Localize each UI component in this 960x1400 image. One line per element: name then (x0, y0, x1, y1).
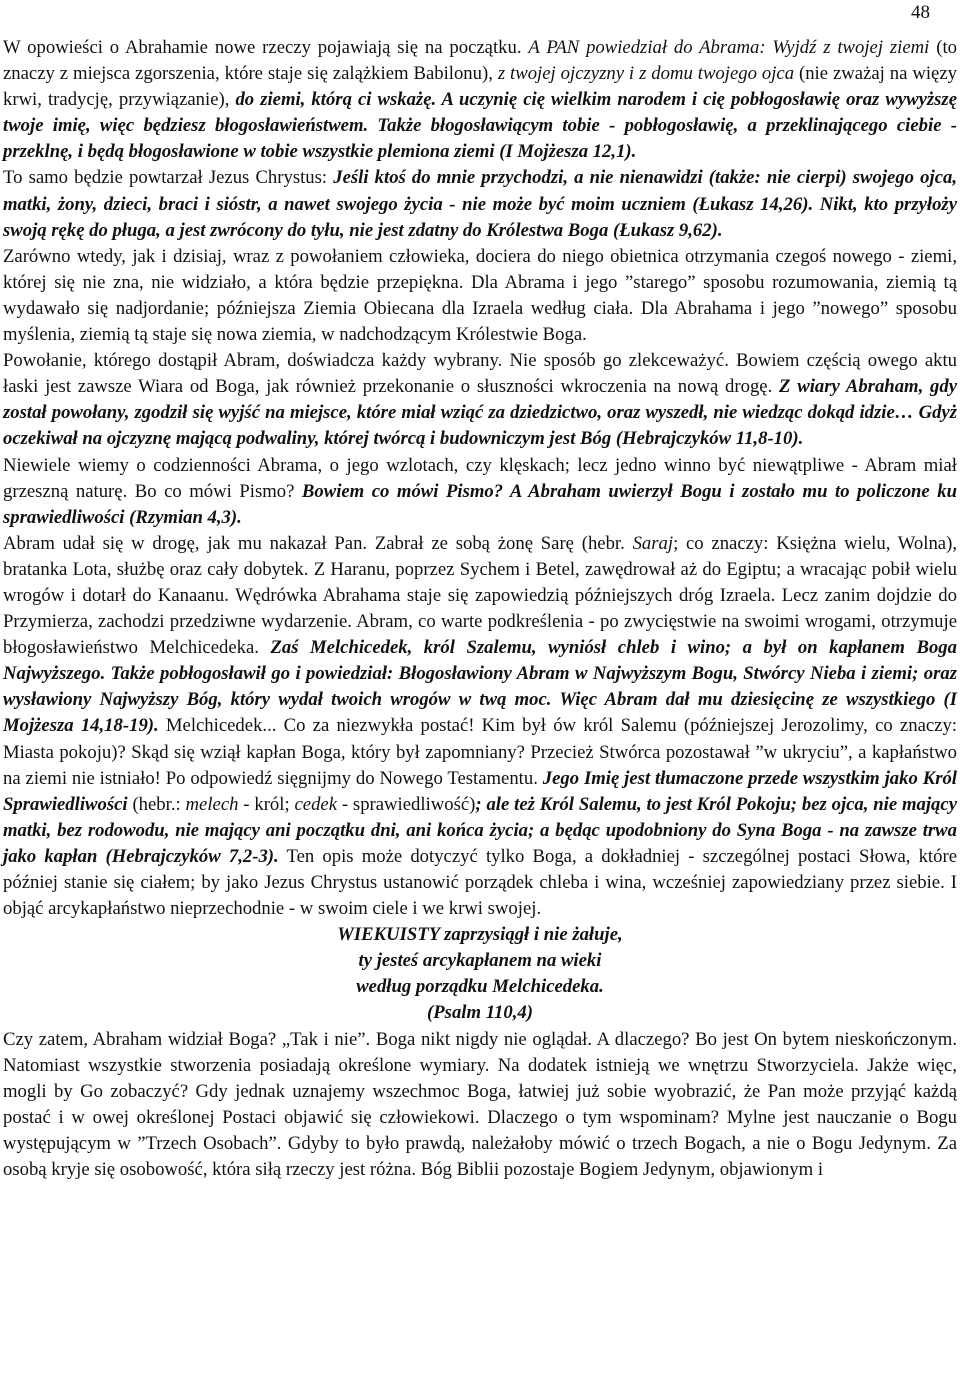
body-text (3, 35, 957, 1183)
text-run: Bowiem co mówi Pismo? A Abraham uwierzył Bogu i zostało mu to policzone ku sprawiedliwości (Rzymian 4,3). (3, 480, 957, 528)
text-run: (to znaczy z miejsca zgorszenia, które staje się zalążkiem Babilonu), (3, 37, 957, 85)
text-run: W opowieści o Abrahamie nowe rzeczy pojawiają się na początku. (3, 37, 529, 58)
text-run: Zarówno wtedy, jak i dzisiaj, wraz z powołaniem człowieka, dociera do niego obietnica otrzymania czegoś nowego - ziemi, której się nie zna, nie widziało, a która będzie przepiękna. Dla Abrama i jego ”starego” sposobu rozumowania, ziemią tą wydawało się nadjordanie; późniejsza Ziemia Obiecana dla Izraela według ciała. Dla Abrahama i jego ”nowego” sposobu myślenia, ziemią tą staje się nowa ziemia, w nadchodzącym Królestwie Boga. (3, 245, 957, 346)
poem-line: ty jesteś arcykapłanem na wieki (358, 950, 602, 972)
text-run: - król; (238, 793, 295, 815)
paragraph (3, 35, 957, 165)
psalm-quote (3, 922, 957, 1026)
text-run: ; ale też Król Salemu, to jest Król Pokoju; bez ojca, nie mający matki, bez rodowodu, nie mający ani początku dni, ani końca życia; a będąc upodobniony do Syna Boga - na zawsze trwa jako kapłan (Hebrajczyków 7,2-3). (3, 793, 957, 867)
text-run: (nie zważaj na więzy krwi, tradycję, przywiązanie), (3, 63, 957, 111)
text-run: Z wiary Abraham, gdy został powołany, zgodził się wyjść na miejsce, które miał wziąć za dziedzictwo, oraz wyszedł, nie wiedząc dokąd idzie… Gdyż oczekiwał na ojczyznę mającą podwaliny, której twórcą i budowniczym jest Bóg (Hebrajczyków 11,8-10). (3, 376, 957, 450)
paragraph (3, 348, 957, 452)
text-run: A PAN powiedział do Abrama: Wyjdź z twojej ziemi (528, 37, 930, 58)
paragraph (3, 531, 957, 922)
text-run: melech (185, 793, 239, 815)
paragraph (3, 453, 957, 531)
poem-citation: (Psalm 110,4) (427, 1002, 533, 1024)
text-run: z twojej ojczyzny i z domu twojego ojca (497, 63, 795, 85)
text-run: Abram udał się w drogę, jak mu nakazał Pan. Zabrał ze sobą żonę Sarę (hebr. (3, 532, 633, 554)
text-run: Melchicedek... Co za niezwykła postać! Kim był ów król Salemu (późniejszej Jerozolimy, co znaczy: Miasta pokoju)? Skąd się wziął kapłan Boga, który był zapomniany? Przecież Stwórca pozostawał ”w ukryciu”, a kapłaństwo na ziemi nie istniało! Po odpowiedź sięgnijmy do Nowego Testamentu. (3, 715, 957, 789)
poem-line: WIEKUISTY zaprzysiągł i nie żałuje, (337, 924, 623, 946)
text-run: - sprawiedliwość) (337, 793, 476, 815)
text-run: ; co znaczy: Księżna wielu, Wolna), bratanka Lota, służbę oraz cały dobytek. Z Haranu, poprzez Sychem i Betel, zawędrował aż do Egiptu; a wracając pobił wielu wrogów i dotarł do Kanaanu. Wędrówka Abrahama staje się zapowiedzią późniejszych dróg Izraela. Lecz zanim dojdzie do Przymierza, zachodzi przedziwne wydarzenie. Abram, co warte podkreślenia - po zwycięstwie na swoimi wrogami, otrzymuje błogosławieństwo Melchicedeka. (3, 532, 957, 659)
poem-line: według porządku Melchicedeka. (356, 976, 604, 998)
text-run: Jego Imię jest tłumaczone przede wszystkim jako Król Sprawiedliwości (3, 767, 957, 815)
text-run: Jeśli ktoś do mnie przychodzi, a nie nienawidzi (także: nie cierpi) swojego ojca, matki, żony, dzieci, braci i sióstr, a nawet swojego życia - nie może być moim uczniem (Łukasz 14,26). Nikt, kto przyłoży swoją rękę do pługa, a jest zwrócony do tyłu, nie jest zdatny do Królestwa Boga (Łukasz 9,62). (3, 167, 957, 241)
text-run: (hebr.: (127, 793, 186, 815)
text-run: Saraj (632, 532, 674, 554)
text-run: do ziemi, którą ci wskażę. A uczynię cię wielkim narodem i cię pobłogosławię oraz wywyższę twoje imię, więc będziesz błogosławieństwem. Także błogosławiącym tobie - pobłogosławię, a przeklinającego ciebie - przeklnę, i będą błogosławione w tobie wszystkie plemiona ziemi (I Mojżesza 12,1). (3, 89, 957, 163)
text-run: Niewiele wiemy o codzienności Abrama, o jego wzlotach, czy klęskach; lecz jedno winno być niewątpliwe - Abram miał grzeszną naturę. Bo co mówi Pismo? (3, 454, 957, 502)
text-run: To samo będzie powtarzał Jezus Chrystus: (3, 167, 334, 189)
paragraph: Czy zatem, Abraham widział Boga? „Tak i nie”. Boga nikt nigdy nie oglądał. A dlaczego? Bo jest On bytem nieskończonym. Natomiast wszystkie stworzenia posiadają określone wymiary. Na dodatek istnieją we wnętrzu Stworzyciela. Jakże więc, mogli by Go zobaczyć? Gdy jednak uznajemy wszechmoc Boga, łatwiej już sobie wyobrazić, że Pan może przyjąć każdą postać i w owej określonej Postaci objawić się człowiekowi. Dlaczego o tym wspominam? Mylne jest nauczanie o Bogu występującym w ”Trzech Osobach”. Gdyby to było prawdą, należałoby mówić o trzech Bogach, a nie o Bogu Jedynym. Za osobą kryje się osobowość, która siłą rzeczy jest różna. Bóg Biblii pozostaje Bogiem Jedynym, objawionym i (3, 1028, 957, 1181)
paragraph (3, 244, 957, 348)
text-run: Ten opis może dotyczyć tylko Boga, a dokładniej - szczególnej postaci Słowa, które później stanie się ciałem; by jako Jezus Chrystus ustanowić porządek chleba i wina, wcześniej zapowiedziany przez siebie. I objąć arcykapłaństwo nieprzechodnie - w swoim ciele i we krwi swojej. (3, 845, 957, 920)
text-run: Zaś Melchicedek, król Szalemu, wyniósł chleb i wino; a był on kapłanem Boga Najwyższego. Także pobłogosławił go i powiedział: Błogosławiony Abram w Najwyższym Bogu, Stwórcy Nieba i ziemi; oraz wysławiony Najwyższy Bóg, który wydał twoich wrogów w twą moc. Więc Abram dał mu dziesięcinę ze wszystkiego (I Mojżesza 14,18-19). (3, 637, 957, 737)
text-run: cedek (294, 793, 338, 815)
page-number: 48 (911, 2, 930, 23)
text-run: Powołanie, którego dostąpił Abram, doświadcza każdy wybrany. Nie sposób go zlekceważyć. Bowiem częścią owego aktu łaski jest zawsze Wiara od Boga, jak również przekonanie o słuszności wkroczenia na nową drogę. (3, 350, 957, 398)
paragraph (3, 165, 957, 243)
